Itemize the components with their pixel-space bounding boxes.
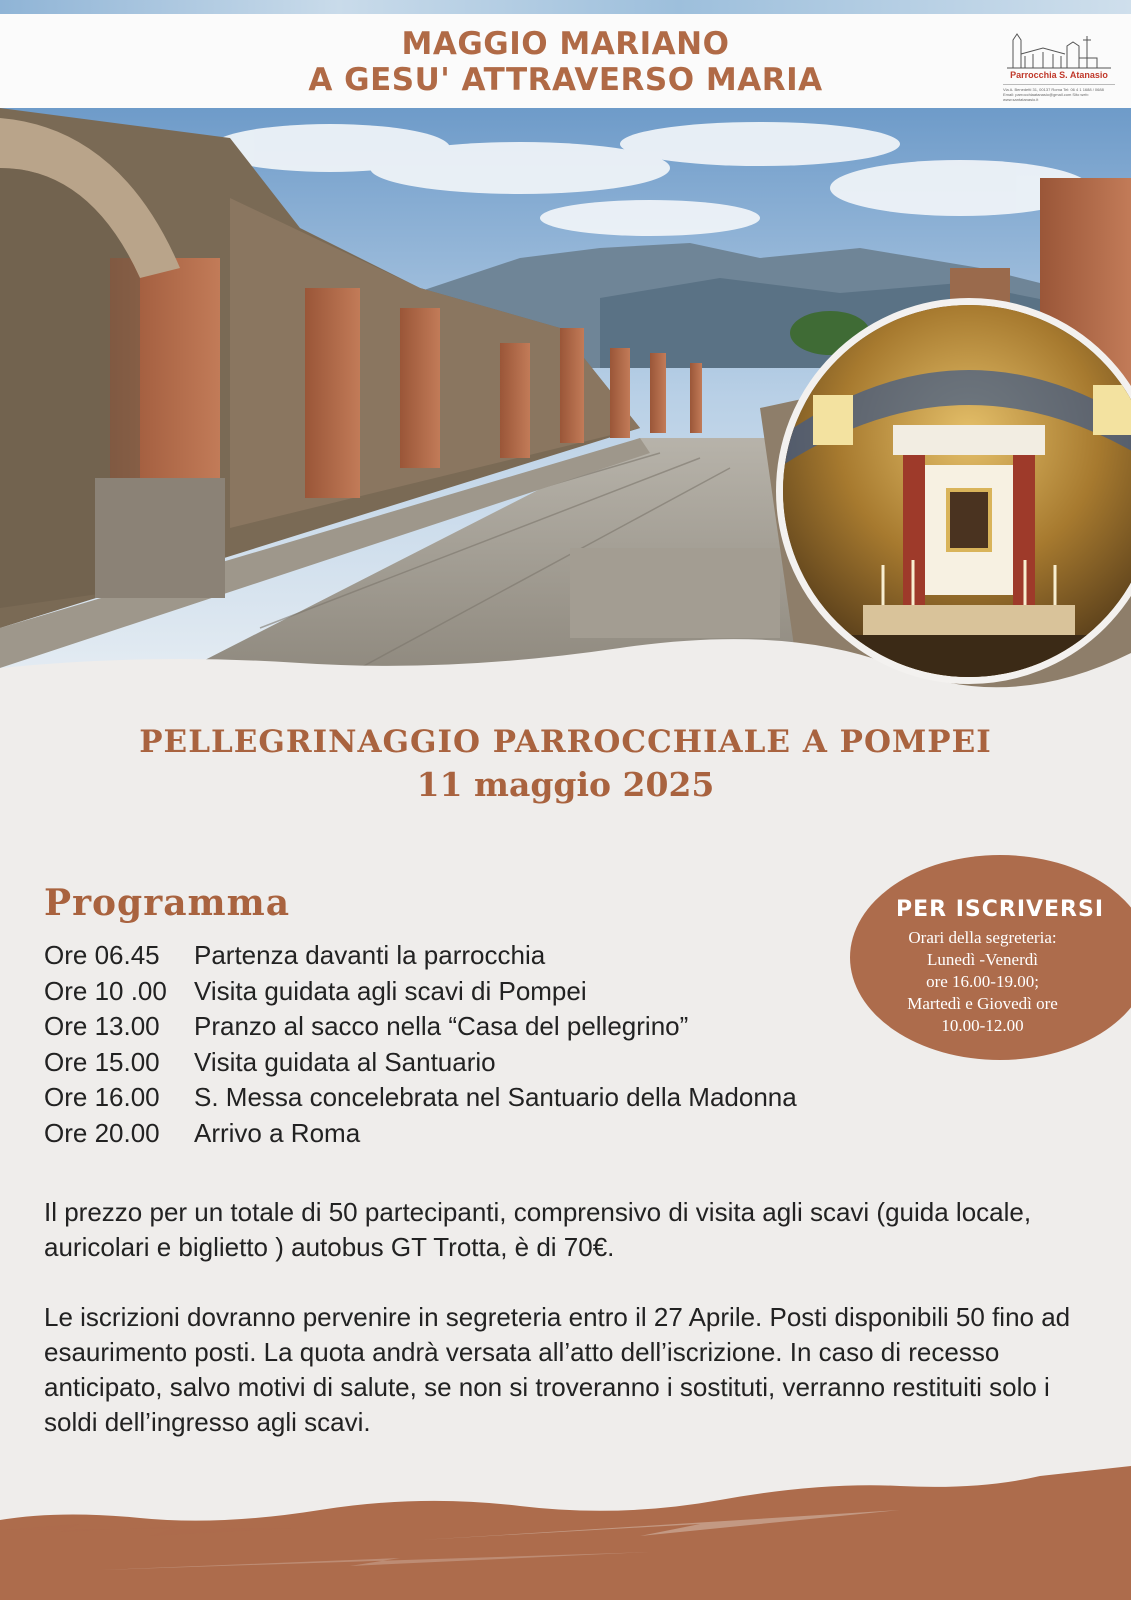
header-title-line1: MAGGIO MARIANO xyxy=(401,26,730,62)
program-activity: Arrivo a Roma xyxy=(194,1117,361,1148)
program-time: Ore 20.00 xyxy=(44,1117,160,1148)
signup-line: Martedì e Giovedì ore xyxy=(907,994,1058,1013)
event-title: PELLEGRINAGGIO PARROCCHIALE A POMPEI xyxy=(139,724,992,760)
program-item xyxy=(44,1047,797,1083)
header xyxy=(0,0,1131,110)
program-heading: Programma xyxy=(44,882,291,924)
price-paragraph: Il prezzo per un totale di 50 partecipanti, comprensivo di visita agli scavi (guida locale, auricolari e biglietto ) autobus GT Trotta, è di 70€. xyxy=(44,1197,1032,1262)
parish-logo xyxy=(1003,26,1115,100)
church-sketch-icon xyxy=(1003,26,1115,70)
logo-name: Parrocchia S. Atanasio xyxy=(1010,70,1108,80)
logo-address: Via A. Benedetti 31, 00137 Roma Tel: 06 4 1 1688 / 0688 Email: parrocchiaatanasio@gmail.com Sito web: www.santatanasio.it xyxy=(1003,84,1115,102)
signup-line: ore 16.00-19.00; xyxy=(926,972,1039,991)
program-time: Ore 16.00 xyxy=(44,1082,160,1112)
program-activity: Visita guidata agli scavi di Pompei xyxy=(194,975,587,1006)
altar-illustration xyxy=(783,305,1131,677)
program-item xyxy=(44,976,797,1012)
signup-line: Lunedì -Venerdì xyxy=(927,950,1038,969)
program-time: Ore 15.00 xyxy=(44,1046,160,1077)
event-date: 11 maggio 2025 xyxy=(416,765,715,804)
registration-paragraph: Le iscrizioni dovranno pervenire in segreteria entro il 27 Aprile. Posti disponibili 50 fino ad esaurimento posti. La quota andrà versata all’atto dell’iscrizione. In caso di recesso anticipato, salvo motivi di salute, se non si troveranno i sostituti, verranno restituiti solo i soldi dell’ingresso agli scavi. xyxy=(44,1302,1071,1437)
program-item xyxy=(44,940,797,976)
program-list xyxy=(44,940,797,1153)
program-activity: Pranzo al sacco nella “Casa del pellegrino” xyxy=(194,1011,689,1041)
signup-heading: PER ISCRIVERSI xyxy=(895,897,1105,922)
program-item xyxy=(44,1118,797,1154)
program-activity: Partenza davanti la parrocchia xyxy=(194,940,546,970)
brush-stroke-band xyxy=(0,1440,1131,1600)
program-item xyxy=(44,1082,797,1118)
signup-line: Orari della segreteria: xyxy=(908,928,1057,947)
program-activity: Visita guidata al Santuario xyxy=(194,1046,496,1077)
signup-hours xyxy=(850,927,1115,1037)
program-activity: S. Messa concelebrata nel Santuario della Madonna xyxy=(194,1082,797,1112)
header-title-line2: A GESU' ATTRAVERSO MARIA xyxy=(308,62,823,98)
program-time: Ore 10 .00 xyxy=(44,975,167,1006)
program-item xyxy=(44,1011,797,1047)
signup-info-badge xyxy=(850,855,1131,1060)
program-time: Ore 13.00 xyxy=(44,1011,160,1041)
program-time: Ore 06.45 xyxy=(44,940,160,970)
signup-line: 10.00-12.00 xyxy=(941,1016,1024,1035)
sky-strip xyxy=(0,0,1131,14)
